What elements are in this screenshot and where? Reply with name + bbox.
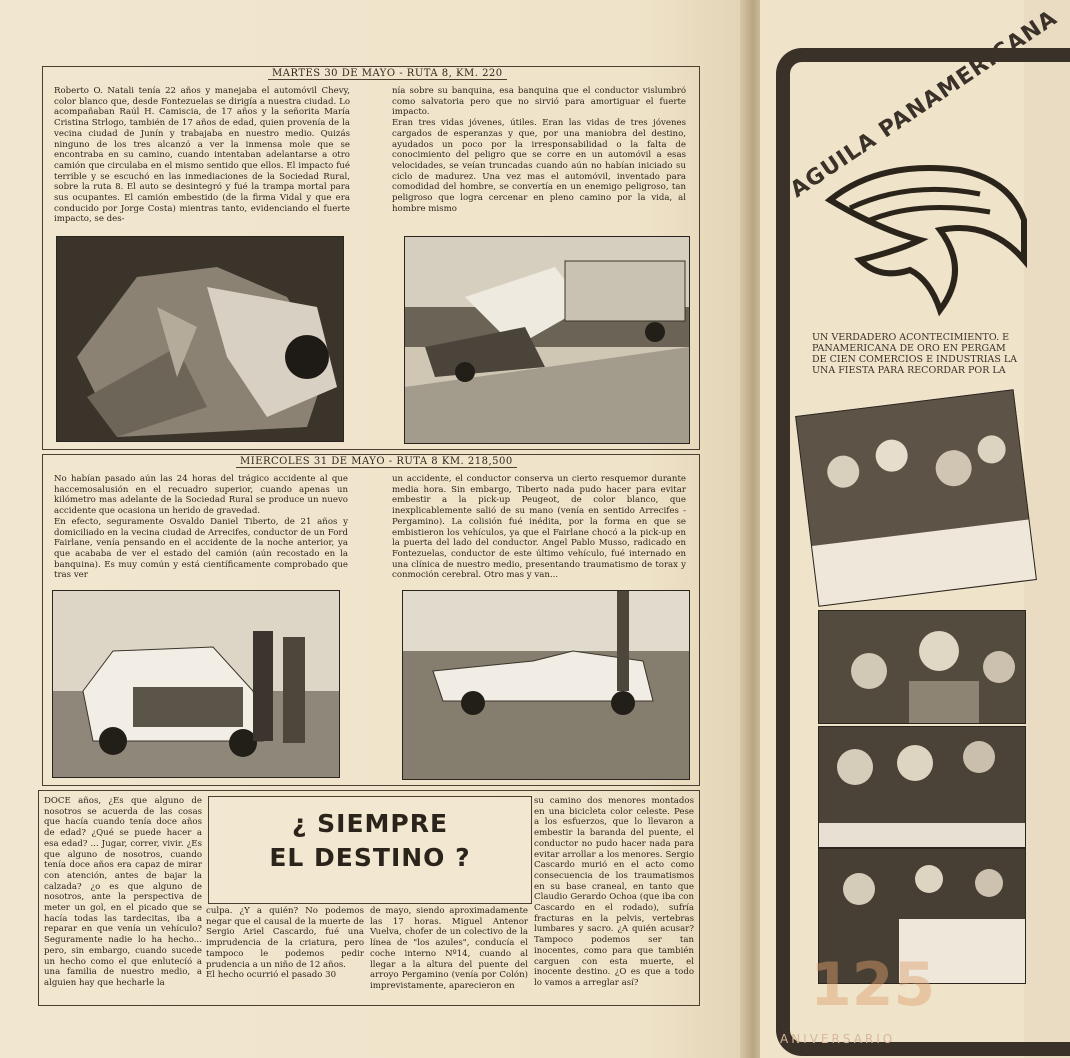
- article-2-header: MIERCOLES 31 DE MAYO - RUTA 8 KM. 218,500: [236, 456, 517, 468]
- article-3-column-3: de mayo, siendo aproximadamente las 17 horas. Miguel Antenor Vuelva, chofer de un colectivo de la línea de "los azules", conducía el coche interno Nº14, cuando al llegar a la altura del puente del arroyo Pergamino (venía por Colón) imprevistamente, aparecieron en: [370, 906, 528, 991]
- article-2-column-1: No habían pasado aún las 24 horas del trágico accidente al que haccemosalusión en el recuadro superior, cuando apenas un kilómetro mas adelante de la Sociedad Rural se produce un nuevo accidente que ocasiona un herido de gravedad. En efecto, seguramente Osvaldo Daniel Tiberto, de 21 años y domiciliado en la vecina ciudad de Arrecifes, conductor de un Ford Fairlane, venía pensando en el accidente de la noche anterior, ya que acababa de ver el estado del camión (aún recostado en la banquina). Es muy común y está científicamente comprobado que tras ver: [54, 474, 348, 581]
- aguila-arc-title: AGUILA PANAMERICANA: [786, 5, 1063, 203]
- truck-on-road-image: [405, 237, 689, 443]
- truck-on-road-photo: [404, 236, 690, 444]
- party-image-1: [796, 390, 1036, 605]
- headline-line-1: ¿ SIEMPRE: [291, 809, 449, 838]
- anniversary-label: ANIVERSARIO: [780, 1032, 896, 1046]
- aguila-lead-line-2: PANAMERICANA DE ORO EN PERGAM: [812, 343, 1006, 354]
- article-3-column-4: su camino dos menores montados en una bicicleta color celeste. Pese a los esfuerzos, que lo llevaron a embestir la baranda del puente, el conductor no pudo hacer nada para evitar arrollar a los menores. Sergio Cascardo murió en el acto como consecuencia de los traumatismos en su base craneal, en tanto que Claudio Gerardo Ochoa (que iba con Cascardo en el rodado), sufría fracturas en la pelvis, vertebras lumbares y sacro. ¿A quién acusar? Tampoco podemos ser tan inocentes, como para que también carguen con esta muerte, el inocente destino. ¿O es que a todo lo vamos a arreglar así?: [534, 796, 694, 988]
- pickup-in-grass-image: [403, 591, 689, 779]
- aguila-lead-text: [812, 332, 1024, 376]
- fairlane-crash-image: [53, 591, 339, 777]
- article-3-column-2: culpa. ¿Y a quién? No podemos negar que el causal de la muerte de Sergio Ariel Cascardo, fué una imprudencia de la criatura, pero tampoco le podemos pedir prudencia a un niño de 12 años. El hecho ocurrió el pasado 30: [206, 906, 364, 981]
- article-2-column-2: un accidente, el conductor conserva un cierto resquemor durante media hora. Sin embargo, Tiberto nada pudo hacer para evitar embestir a la pick-up Peugeot, de color blanco, que inexplicablemente salió de su mano (venía en sentido Arrecifes - Pergamino). La colisión fué inédita, por la forma en que se embistieron los vehículos, ya que el Fairlane chocó a la pick-up en la puerta del lado del conductor. Angel Pablo Musso, radicado en Fontezuelas, conductor de este último vehículo, fué internado en una clínica de nuestro medio, presentando traumatismo de torax y conmoción cerebral. Otro mas y van...: [392, 474, 686, 581]
- anniversary-number: 125: [810, 950, 936, 1020]
- pickup-in-grass-photo: [402, 590, 690, 780]
- fairlane-crash-photo: [52, 590, 340, 778]
- headline-line-2: EL DESTINO ?: [269, 843, 471, 872]
- article-1-header: MARTES 30 DE MAYO - RUTA 8, KM. 220: [268, 68, 507, 80]
- crash-wreck-image: [57, 237, 343, 441]
- crash-wreck-photo: [56, 236, 344, 442]
- party-image-3: [819, 727, 1025, 847]
- article-1-column-2: nía sobre su banquina, esa banquina que el conductor vislumbró como salvatoria pero que no sirvió para amortiguar el fuerte impacto. Eran tres vidas jóvenes, útiles. Eran las vidas de tres jóvenes cargados de esperanzas y que, por una maniobra del destino, ayudados un poco por la irresponsabilidad o la falta de conocimiento del peligro que se corre en un automóvil a esas velocidades, se veían truncadas cuando aún no habían iniciado su ciclo de madurez. Una vez mas el automóvil, inventado para comodidad del hombre, se convertía en un enemigo peligroso, tan peligroso que logra cercenar en pleno camino por la vida, al hombre mismo: [392, 86, 686, 214]
- party-photo-3: [818, 726, 1026, 848]
- aguila-lead-line-1: UN VERDADERO ACONTECIMIENTO. E: [812, 332, 1010, 343]
- headline-box: [208, 796, 532, 904]
- party-image-2: [819, 611, 1025, 723]
- party-photo-1: [795, 389, 1037, 606]
- party-photo-2: [818, 610, 1026, 724]
- aguila-lead-line-4: UNA FIESTA PARA RECORDAR POR LA: [812, 365, 1006, 376]
- eagle-logo-icon: [820, 160, 1024, 330]
- headline-title: [209, 807, 531, 875]
- aguila-lead-line-3: DE CIEN COMERCIOS E INDUSTRIAS LA: [812, 354, 1018, 365]
- article-3-column-1: DOCE años, ¿Es que alguno de nosotros se acuerda de las cosas que hacía cuando tenía doce años de edad? ¿Qué se puede hacer a esa edad? ... Jugar, correr, vivir. ¿Es que alguno de nosotros, cuando tenía doce años era capaz de mirar con atención, antes de bajar la calzada? ¿o es que alguno de nosotros, ante la perspectiva de meter un gol, en el picado que se hacía todas las tardecitas, iba a reparar en que venía un vehículo? Seguramente nadie lo ha hecho... pero, sin embargo, cuando sucede un hecho como el que enlutecíó a una familia de nuestro medio, a alguien hay que hecharle la: [44, 796, 202, 988]
- article-1-column-1: Roberto O. Natali tenía 22 años y manejaba el automóvil Chevy, color blanco que, desde Fontezuelas se dirigía a nuestra ciudad. Lo acompañaban Raúl H. Camiscia, de 17 años y la señorita María Cristina Strlogo, también de 17 años de edad, quien provenía de la vecina ciudad de Junín y trabajaba en nuestro medio. Quizás ninguno de los tres alcanzó a ver la inmensa mole que se encontraba en su camino, cuando intentaban adelantarse a otro camión que circulaba en el mismo sentido que ellos. El impacto fué terrible y se escuchó en las inmediaciones de la Sociedad Rural, sobre la ruta 8. El auto se desintegró y fué la trampa mortal para sus ocupantes. El camión embestido (de la firma Vidal y que era conducido por Jorge Costa) mientras tanto, evidenciando el fuerte impacto, se des-: [54, 86, 350, 225]
